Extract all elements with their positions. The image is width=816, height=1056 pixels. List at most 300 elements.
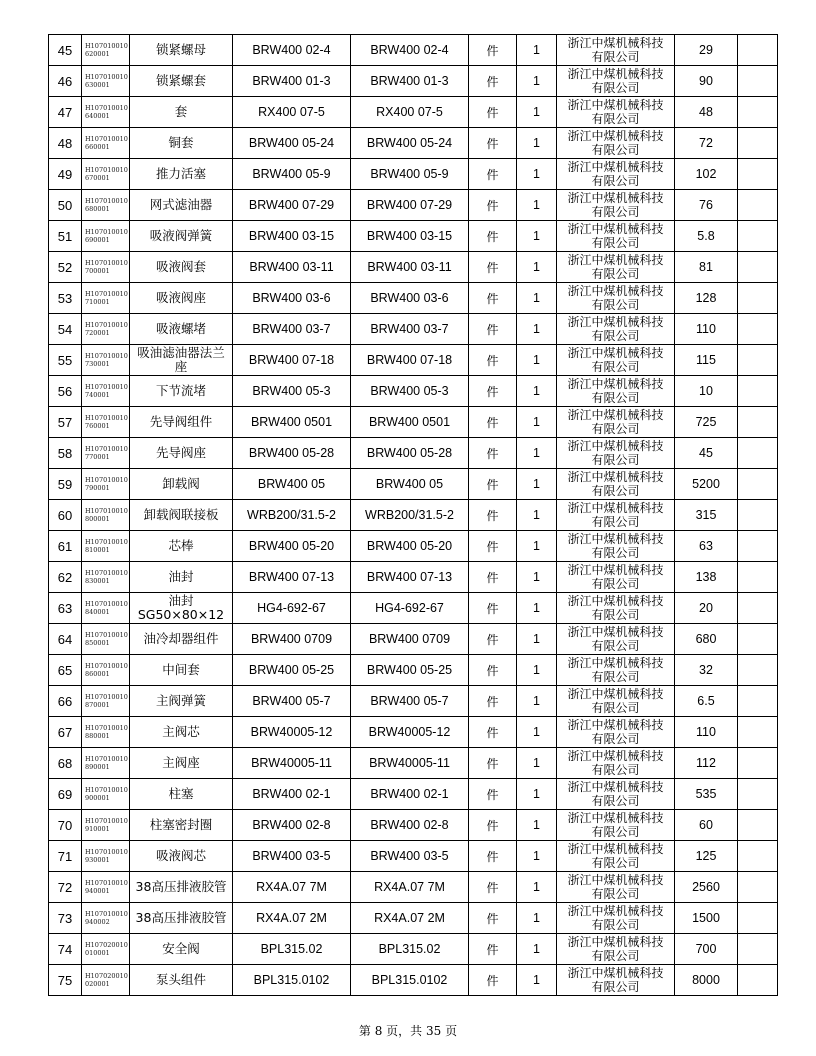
supplier-cell: 浙江中煤机械科技 有限公司 — [557, 97, 675, 128]
table-row — [49, 841, 778, 872]
supplier-cell: 浙江中煤机械科技 有限公司 — [557, 283, 675, 314]
part-name-cell: 柱塞 — [130, 779, 233, 810]
quantity-cell: 1 — [517, 872, 557, 903]
part-name-cell: 吸液阀套 — [130, 252, 233, 283]
part-name-cell: 油封 — [130, 562, 233, 593]
item-number-cell: 73 — [49, 903, 82, 934]
material-code-cell: H107010010 880001 — [82, 717, 130, 748]
table-row — [49, 190, 778, 221]
quantity-cell: 1 — [517, 903, 557, 934]
unit-cell: 件 — [469, 810, 517, 841]
material-code-cell: H107010010 660001 — [82, 128, 130, 159]
item-number-cell: 74 — [49, 934, 82, 965]
unit-cell: 件 — [469, 934, 517, 965]
item-number-cell: 71 — [49, 841, 82, 872]
quantity-cell: 1 — [517, 221, 557, 252]
item-number-cell: 45 — [49, 35, 82, 66]
supplier-cell: 浙江中煤机械科技 有限公司 — [557, 345, 675, 376]
material-code-cell: H107010010 680001 — [82, 190, 130, 221]
item-number-cell: 65 — [49, 655, 82, 686]
part-name-cell: 卸载阀联接板 — [130, 500, 233, 531]
remark-cell — [738, 376, 778, 407]
item-number-cell: 57 — [49, 407, 82, 438]
item-number-cell: 69 — [49, 779, 82, 810]
material-code-cell: H107010010 900001 — [82, 779, 130, 810]
price-cell: 680 — [675, 624, 738, 655]
remark-cell — [738, 593, 778, 624]
table-row — [49, 686, 778, 717]
part-name-cell: 38高压排液胶管 — [130, 903, 233, 934]
price-cell: 20 — [675, 593, 738, 624]
table-row — [49, 562, 778, 593]
supplier-cell: 浙江中煤机械科技 有限公司 — [557, 593, 675, 624]
part-name-cell: 安全阀 — [130, 934, 233, 965]
part-name-cell: 吸液阀座 — [130, 283, 233, 314]
table-row — [49, 531, 778, 562]
material-code-cell: H107020010 010001 — [82, 934, 130, 965]
supplier-cell: 浙江中煤机械科技 有限公司 — [557, 965, 675, 996]
part-name-cell: 柱塞密封圈 — [130, 810, 233, 841]
unit-cell: 件 — [469, 531, 517, 562]
page-number-label: 第 8 页，共 35 页 — [358, 1024, 458, 1038]
supplier-cell: 浙江中煤机械科技 有限公司 — [557, 469, 675, 500]
table-row — [49, 159, 778, 190]
material-code-cell: H107010010 870001 — [82, 686, 130, 717]
material-code-cell: H107010010 690001 — [82, 221, 130, 252]
table-row — [49, 872, 778, 903]
price-cell: 90 — [675, 66, 738, 97]
quantity-cell: 1 — [517, 66, 557, 97]
item-number-cell: 56 — [49, 376, 82, 407]
unit-cell: 件 — [469, 407, 517, 438]
price-cell: 315 — [675, 500, 738, 531]
price-cell: 6.5 — [675, 686, 738, 717]
price-cell: 125 — [675, 841, 738, 872]
price-cell: 81 — [675, 252, 738, 283]
part-name-cell: 吸液螺堵 — [130, 314, 233, 345]
item-number-cell: 66 — [49, 686, 82, 717]
drawing-number-cell: BRW400 03-11 — [351, 252, 469, 283]
table-row — [49, 438, 778, 469]
quantity-cell: 1 — [517, 841, 557, 872]
quantity-cell: 1 — [517, 376, 557, 407]
drawing-number-cell: BRW400 02-8 — [351, 810, 469, 841]
model-spec-cell: BRW40005-12 — [233, 717, 351, 748]
drawing-number-cell: BRW400 02-1 — [351, 779, 469, 810]
item-number-cell: 63 — [49, 593, 82, 624]
part-name-cell: 泵头组件 — [130, 965, 233, 996]
model-spec-cell: RX4A.07 7M — [233, 872, 351, 903]
drawing-number-cell: BRW400 05-7 — [351, 686, 469, 717]
quantity-cell: 1 — [517, 531, 557, 562]
table-row — [49, 903, 778, 934]
material-code-cell: H107010010 760001 — [82, 407, 130, 438]
price-cell: 8000 — [675, 965, 738, 996]
parts-table — [48, 34, 778, 996]
price-cell: 110 — [675, 314, 738, 345]
model-spec-cell: RX400 07-5 — [233, 97, 351, 128]
remark-cell — [738, 314, 778, 345]
supplier-cell: 浙江中煤机械科技 有限公司 — [557, 531, 675, 562]
item-number-cell: 61 — [49, 531, 82, 562]
model-spec-cell: BPL315.02 — [233, 934, 351, 965]
part-name-cell: 套 — [130, 97, 233, 128]
quantity-cell: 1 — [517, 593, 557, 624]
part-name-cell: 卸载阀 — [130, 469, 233, 500]
material-code-cell: H107010010 740001 — [82, 376, 130, 407]
unit-cell: 件 — [469, 779, 517, 810]
supplier-cell: 浙江中煤机械科技 有限公司 — [557, 562, 675, 593]
part-name-cell: 锁紧螺母 — [130, 35, 233, 66]
supplier-cell: 浙江中煤机械科技 有限公司 — [557, 407, 675, 438]
quantity-cell: 1 — [517, 500, 557, 531]
supplier-cell: 浙江中煤机械科技 有限公司 — [557, 810, 675, 841]
quantity-cell: 1 — [517, 190, 557, 221]
drawing-number-cell: BRW400 01-3 — [351, 66, 469, 97]
part-name-cell: 吸液阀芯 — [130, 841, 233, 872]
remark-cell — [738, 66, 778, 97]
material-code-cell: H107010010 830001 — [82, 562, 130, 593]
model-spec-cell: BRW400 07-13 — [233, 562, 351, 593]
remark-cell — [738, 500, 778, 531]
material-code-cell: H107010010 790001 — [82, 469, 130, 500]
table-row — [49, 407, 778, 438]
model-spec-cell: BRW400 05-9 — [233, 159, 351, 190]
model-spec-cell: BRW400 03-6 — [233, 283, 351, 314]
unit-cell: 件 — [469, 717, 517, 748]
unit-cell: 件 — [469, 314, 517, 345]
supplier-cell: 浙江中煤机械科技 有限公司 — [557, 624, 675, 655]
unit-cell: 件 — [469, 221, 517, 252]
unit-cell: 件 — [469, 128, 517, 159]
price-cell: 48 — [675, 97, 738, 128]
part-name-cell: 芯棒 — [130, 531, 233, 562]
model-spec-cell: BRW40005-11 — [233, 748, 351, 779]
material-code-cell: H107010010 810001 — [82, 531, 130, 562]
drawing-number-cell: RX400 07-5 — [351, 97, 469, 128]
drawing-number-cell: BRW400 05-28 — [351, 438, 469, 469]
model-spec-cell: BRW400 05 — [233, 469, 351, 500]
price-cell: 32 — [675, 655, 738, 686]
item-number-cell: 53 — [49, 283, 82, 314]
supplier-cell: 浙江中煤机械科技 有限公司 — [557, 159, 675, 190]
model-spec-cell: HG4-692-67 — [233, 593, 351, 624]
item-number-cell: 47 — [49, 97, 82, 128]
material-code-cell: H107010010 890001 — [82, 748, 130, 779]
quantity-cell: 1 — [517, 934, 557, 965]
unit-cell: 件 — [469, 159, 517, 190]
remark-cell — [738, 159, 778, 190]
remark-cell — [738, 562, 778, 593]
material-code-cell: H107020010 020001 — [82, 965, 130, 996]
remark-cell — [738, 717, 778, 748]
drawing-number-cell: BRW400 0501 — [351, 407, 469, 438]
drawing-number-cell: RX4A.07 2M — [351, 903, 469, 934]
price-cell: 5200 — [675, 469, 738, 500]
quantity-cell: 1 — [517, 655, 557, 686]
price-cell: 725 — [675, 407, 738, 438]
remark-cell — [738, 190, 778, 221]
material-code-cell: H107010010 850001 — [82, 624, 130, 655]
model-spec-cell: BRW400 05-7 — [233, 686, 351, 717]
remark-cell — [738, 686, 778, 717]
unit-cell: 件 — [469, 376, 517, 407]
material-code-cell: H107010010 630001 — [82, 66, 130, 97]
table-row — [49, 221, 778, 252]
drawing-number-cell: BRW400 05-20 — [351, 531, 469, 562]
supplier-cell: 浙江中煤机械科技 有限公司 — [557, 221, 675, 252]
drawing-number-cell: BPL315.0102 — [351, 965, 469, 996]
price-cell: 45 — [675, 438, 738, 469]
unit-cell: 件 — [469, 624, 517, 655]
price-cell: 700 — [675, 934, 738, 965]
model-spec-cell: BRW400 05-25 — [233, 655, 351, 686]
price-cell: 5.8 — [675, 221, 738, 252]
quantity-cell: 1 — [517, 562, 557, 593]
drawing-number-cell: WRB200/31.5-2 — [351, 500, 469, 531]
model-spec-cell: BRW400 03-5 — [233, 841, 351, 872]
drawing-number-cell: BRW400 07-13 — [351, 562, 469, 593]
item-number-cell: 49 — [49, 159, 82, 190]
quantity-cell: 1 — [517, 965, 557, 996]
remark-cell — [738, 438, 778, 469]
supplier-cell: 浙江中煤机械科技 有限公司 — [557, 190, 675, 221]
model-spec-cell: BRW400 01-3 — [233, 66, 351, 97]
unit-cell: 件 — [469, 97, 517, 128]
unit-cell: 件 — [469, 593, 517, 624]
material-code-cell: H107010010 730001 — [82, 345, 130, 376]
supplier-cell: 浙江中煤机械科技 有限公司 — [557, 841, 675, 872]
supplier-cell: 浙江中煤机械科技 有限公司 — [557, 376, 675, 407]
part-name-cell: 吸液阀弹簧 — [130, 221, 233, 252]
unit-cell: 件 — [469, 345, 517, 376]
model-spec-cell: BPL315.0102 — [233, 965, 351, 996]
drawing-number-cell: BRW400 05-25 — [351, 655, 469, 686]
supplier-cell: 浙江中煤机械科技 有限公司 — [557, 128, 675, 159]
remark-cell — [738, 345, 778, 376]
model-spec-cell: BRW400 02-4 — [233, 35, 351, 66]
model-spec-cell: BRW400 03-7 — [233, 314, 351, 345]
unit-cell: 件 — [469, 438, 517, 469]
remark-cell — [738, 841, 778, 872]
table-row — [49, 934, 778, 965]
table-row — [49, 655, 778, 686]
drawing-number-cell: BRW400 05-3 — [351, 376, 469, 407]
item-number-cell: 60 — [49, 500, 82, 531]
material-code-cell: H107010010 940002 — [82, 903, 130, 934]
remark-cell — [738, 407, 778, 438]
price-cell: 29 — [675, 35, 738, 66]
item-number-cell: 62 — [49, 562, 82, 593]
unit-cell: 件 — [469, 655, 517, 686]
remark-cell — [738, 934, 778, 965]
unit-cell: 件 — [469, 686, 517, 717]
unit-cell: 件 — [469, 903, 517, 934]
price-cell: 60 — [675, 810, 738, 841]
unit-cell: 件 — [469, 872, 517, 903]
remark-cell — [738, 128, 778, 159]
quantity-cell: 1 — [517, 810, 557, 841]
material-code-cell: H107010010 620001 — [82, 35, 130, 66]
table-row — [49, 128, 778, 159]
unit-cell: 件 — [469, 562, 517, 593]
remark-cell — [738, 97, 778, 128]
part-name-cell: 中间套 — [130, 655, 233, 686]
item-number-cell: 70 — [49, 810, 82, 841]
supplier-cell: 浙江中煤机械科技 有限公司 — [557, 748, 675, 779]
item-number-cell: 68 — [49, 748, 82, 779]
material-code-cell: H107010010 860001 — [82, 655, 130, 686]
drawing-number-cell: BRW400 03-15 — [351, 221, 469, 252]
price-cell: 102 — [675, 159, 738, 190]
supplier-cell: 浙江中煤机械科技 有限公司 — [557, 717, 675, 748]
drawing-number-cell: BRW400 07-18 — [351, 345, 469, 376]
quantity-cell: 1 — [517, 717, 557, 748]
part-name-cell: 下节流堵 — [130, 376, 233, 407]
item-number-cell: 64 — [49, 624, 82, 655]
part-name-cell: 主阀芯 — [130, 717, 233, 748]
model-spec-cell: BRW400 05-3 — [233, 376, 351, 407]
remark-cell — [738, 531, 778, 562]
drawing-number-cell: BRW400 03-6 — [351, 283, 469, 314]
item-number-cell: 46 — [49, 66, 82, 97]
supplier-cell: 浙江中煤机械科技 有限公司 — [557, 872, 675, 903]
quantity-cell: 1 — [517, 624, 557, 655]
part-name-cell: 吸油滤油器法兰 座 — [130, 345, 233, 376]
material-code-cell: H107010010 770001 — [82, 438, 130, 469]
item-number-cell: 52 — [49, 252, 82, 283]
supplier-cell: 浙江中煤机械科技 有限公司 — [557, 500, 675, 531]
part-name-cell: 推力活塞 — [130, 159, 233, 190]
unit-cell: 件 — [469, 35, 517, 66]
model-spec-cell: BRW400 07-18 — [233, 345, 351, 376]
price-cell: 535 — [675, 779, 738, 810]
part-name-cell: 先导阀座 — [130, 438, 233, 469]
price-cell: 110 — [675, 717, 738, 748]
model-spec-cell: BRW400 07-29 — [233, 190, 351, 221]
model-spec-cell: BRW400 03-15 — [233, 221, 351, 252]
quantity-cell: 1 — [517, 748, 557, 779]
item-number-cell: 75 — [49, 965, 82, 996]
model-spec-cell: BRW400 0709 — [233, 624, 351, 655]
table-row — [49, 500, 778, 531]
supplier-cell: 浙江中煤机械科技 有限公司 — [557, 934, 675, 965]
supplier-cell: 浙江中煤机械科技 有限公司 — [557, 779, 675, 810]
unit-cell: 件 — [469, 66, 517, 97]
item-number-cell: 72 — [49, 872, 82, 903]
part-name-cell: 网式滤油器 — [130, 190, 233, 221]
remark-cell — [738, 655, 778, 686]
quantity-cell: 1 — [517, 407, 557, 438]
supplier-cell: 浙江中煤机械科技 有限公司 — [557, 655, 675, 686]
model-spec-cell: BRW400 05-24 — [233, 128, 351, 159]
item-number-cell: 48 — [49, 128, 82, 159]
item-number-cell: 55 — [49, 345, 82, 376]
drawing-number-cell: BRW400 05-9 — [351, 159, 469, 190]
table-row — [49, 469, 778, 500]
remark-cell — [738, 748, 778, 779]
remark-cell — [738, 872, 778, 903]
drawing-number-cell: BRW400 07-29 — [351, 190, 469, 221]
drawing-number-cell: BRW400 0709 — [351, 624, 469, 655]
table-row — [49, 624, 778, 655]
quantity-cell: 1 — [517, 159, 557, 190]
part-name-cell: 主阀弹簧 — [130, 686, 233, 717]
drawing-number-cell: BRW400 03-5 — [351, 841, 469, 872]
quantity-cell: 1 — [517, 345, 557, 376]
model-spec-cell: BRW400 02-8 — [233, 810, 351, 841]
remark-cell — [738, 903, 778, 934]
drawing-number-cell: BRW400 02-4 — [351, 35, 469, 66]
supplier-cell: 浙江中煤机械科技 有限公司 — [557, 438, 675, 469]
drawing-number-cell: BRW400 03-7 — [351, 314, 469, 345]
quantity-cell: 1 — [517, 252, 557, 283]
price-cell: 76 — [675, 190, 738, 221]
unit-cell: 件 — [469, 252, 517, 283]
material-code-cell: H107010010 940001 — [82, 872, 130, 903]
price-cell: 115 — [675, 345, 738, 376]
quantity-cell: 1 — [517, 686, 557, 717]
unit-cell: 件 — [469, 283, 517, 314]
quantity-cell: 1 — [517, 35, 557, 66]
table-row — [49, 66, 778, 97]
unit-cell: 件 — [469, 965, 517, 996]
table-row — [49, 779, 778, 810]
model-spec-cell: BRW400 05-28 — [233, 438, 351, 469]
supplier-cell: 浙江中煤机械科技 有限公司 — [557, 35, 675, 66]
item-number-cell: 51 — [49, 221, 82, 252]
unit-cell: 件 — [469, 748, 517, 779]
table-row — [49, 717, 778, 748]
part-name-cell: 主阀座 — [130, 748, 233, 779]
material-code-cell: H107010010 670001 — [82, 159, 130, 190]
unit-cell: 件 — [469, 190, 517, 221]
model-spec-cell: BRW400 03-11 — [233, 252, 351, 283]
table-row — [49, 593, 778, 624]
quantity-cell: 1 — [517, 97, 557, 128]
table-row — [49, 97, 778, 128]
model-spec-cell: WRB200/31.5-2 — [233, 500, 351, 531]
quantity-cell: 1 — [517, 128, 557, 159]
model-spec-cell: BRW400 0501 — [233, 407, 351, 438]
price-cell: 138 — [675, 562, 738, 593]
material-code-cell: H107010010 710001 — [82, 283, 130, 314]
drawing-number-cell: BRW400 05-24 — [351, 128, 469, 159]
quantity-cell: 1 — [517, 283, 557, 314]
supplier-cell: 浙江中煤机械科技 有限公司 — [557, 252, 675, 283]
item-number-cell: 50 — [49, 190, 82, 221]
quantity-cell: 1 — [517, 314, 557, 345]
part-name-cell: 38高压排液胶管 — [130, 872, 233, 903]
unit-cell: 件 — [469, 841, 517, 872]
item-number-cell: 54 — [49, 314, 82, 345]
remark-cell — [738, 221, 778, 252]
material-code-cell: H107010010 700001 — [82, 252, 130, 283]
table-row — [49, 35, 778, 66]
table-row — [49, 748, 778, 779]
drawing-number-cell: HG4-692-67 — [351, 593, 469, 624]
drawing-number-cell: BRW40005-11 — [351, 748, 469, 779]
table-row — [49, 252, 778, 283]
table-row — [49, 810, 778, 841]
quantity-cell: 1 — [517, 469, 557, 500]
price-cell: 112 — [675, 748, 738, 779]
drawing-number-cell: BPL315.02 — [351, 934, 469, 965]
material-code-cell: H107010010 840001 — [82, 593, 130, 624]
price-cell: 10 — [675, 376, 738, 407]
material-code-cell: H107010010 720001 — [82, 314, 130, 345]
table-row — [49, 965, 778, 996]
